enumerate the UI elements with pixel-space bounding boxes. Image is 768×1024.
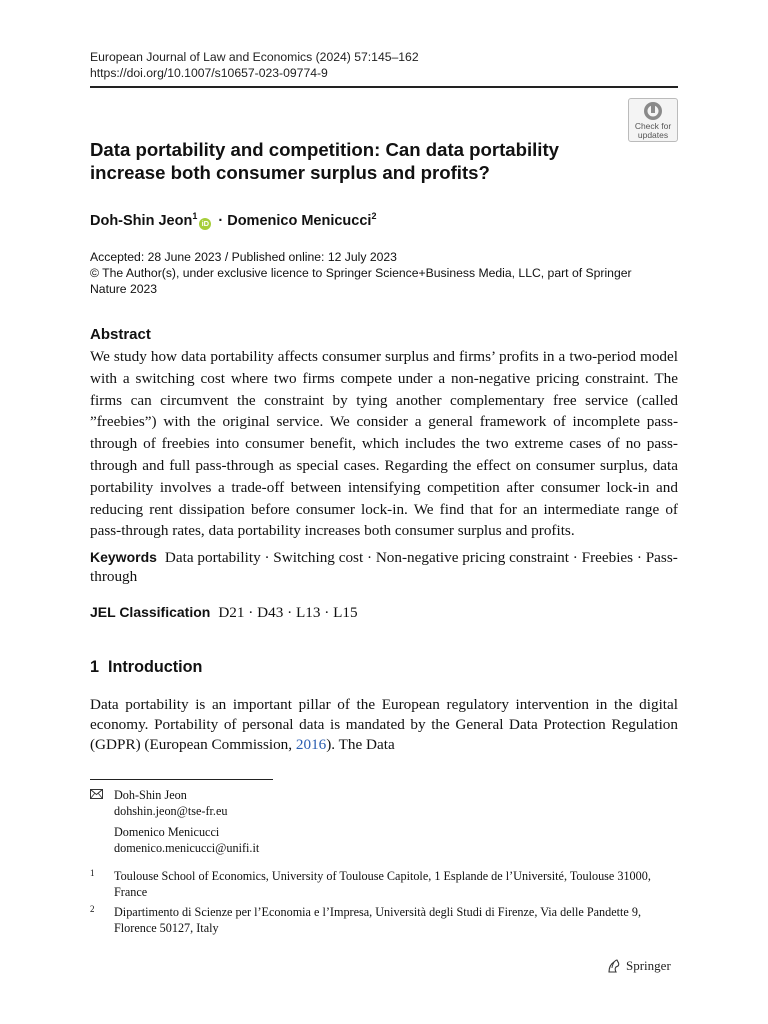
author-affiliation-sup: 2 [371,211,377,221]
intro-text-after: ). The Data [326,736,395,753]
correspondence-email[interactable]: dohshin.jeon@tse-fr.eu [114,804,228,818]
abstract-heading: Abstract [90,326,151,343]
check-for-updates-badge[interactable] [628,98,678,142]
doi-link[interactable]: https://doi.org/10.1007/s10657-023-09774-9 [90,66,328,80]
correspondence-entry [114,824,259,856]
jel-label: JEL Classification [90,604,211,620]
header-rule [90,86,678,88]
introduction-text [90,695,678,755]
correspondence-name: Doh-Shin Jeon [114,788,187,802]
author-separator: · [214,213,228,229]
keywords-label: Keywords [90,549,157,565]
introduction-heading: 1 Introduction [90,658,203,676]
footnote-number: 1 [90,868,95,878]
jel-classification [90,603,358,622]
badge-line2: updates [637,130,669,140]
author-name[interactable]: Doh-Shin Jeon [90,213,193,229]
author-affiliation-sup: 1 [192,211,198,221]
publisher-name: Springer [626,958,671,973]
journal-citation [90,49,419,81]
publication-dates [90,249,650,297]
check-for-updates-icon [643,101,663,121]
intro-text-before: Data portability is an important pillar of the European regulatory intervention in the digital economy. Portability of personal data is mandated by the General Data Protection Regulation (GDPR) (European Commission, [90,696,678,753]
springer-horse-icon [606,958,622,974]
badge-line1: Check for [634,121,672,131]
publisher-mark [606,958,671,974]
copyright-line: © The Author(s), under exclusive licence to Springer Science+Business Media, LLC, part of Springer Nature 2023 [90,266,632,296]
accepted-published-line: Accepted: 28 June 2023 / Published online: 12 July 2023 [90,250,397,264]
correspondence-name: Domenico Menicucci [114,825,220,839]
footnote-rule [90,779,273,780]
keywords-text: Data portability · Switching cost · Non-negative pricing constraint · Freebies · Pass-through [90,549,678,585]
author-name[interactable]: Domenico Menicucci [227,213,372,229]
envelope-icon [90,789,103,799]
correspondence-entry [114,787,227,819]
paper-title: Data portability and competition: Can data portability increase both consumer surplus and profits? [90,139,560,183]
keywords [90,548,678,586]
jel-codes: D21 · D43 · L13 · L15 [218,604,358,621]
citation-link[interactable]: 2016 [295,736,327,753]
abstract-text: We study how data portability affects consumer surplus and firms’ profits in a two-period model with a switching cost where two firms compete under a non-negative pricing constraint. The firms can circumvent the constraint by tying another complementary free service (called ”freebies”) with the original service. We consider a general framework of incomplete pass-through of freebies into consumer benefit, which includes the two extreme cases of no pass-through and full pass-through as special cases. Regarding the effect on consumer surplus, data portability involves a trade-off between intensifying competition after consumer lock-in and reducing rent dissipation before consumer lock-in. We find that for an intermediate range of pass-through rates, data portability increases both consumer surplus and profits. [90,348,678,540]
affiliation-footnote: Toulouse School of Economics, University of Toulouse Capitole, 1 Esplande de l’Université, Toulouse 31000, France [114,869,651,899]
correspondence-email[interactable]: domenico.menicucci@unifi.it [114,841,260,855]
orcid-icon[interactable]: iD [199,218,211,230]
journal-line: European Journal of Law and Economics (2024) 57:145–162 [90,50,419,64]
footnote-number: 2 [90,904,95,914]
author-list [90,207,376,230]
affiliation-footnote: Dipartimento di Scienze per l’Economia e l’Impresa, Università degli Studi di Firenze, Via delle Pandette 9, Florence 50127, Italy [114,905,642,935]
